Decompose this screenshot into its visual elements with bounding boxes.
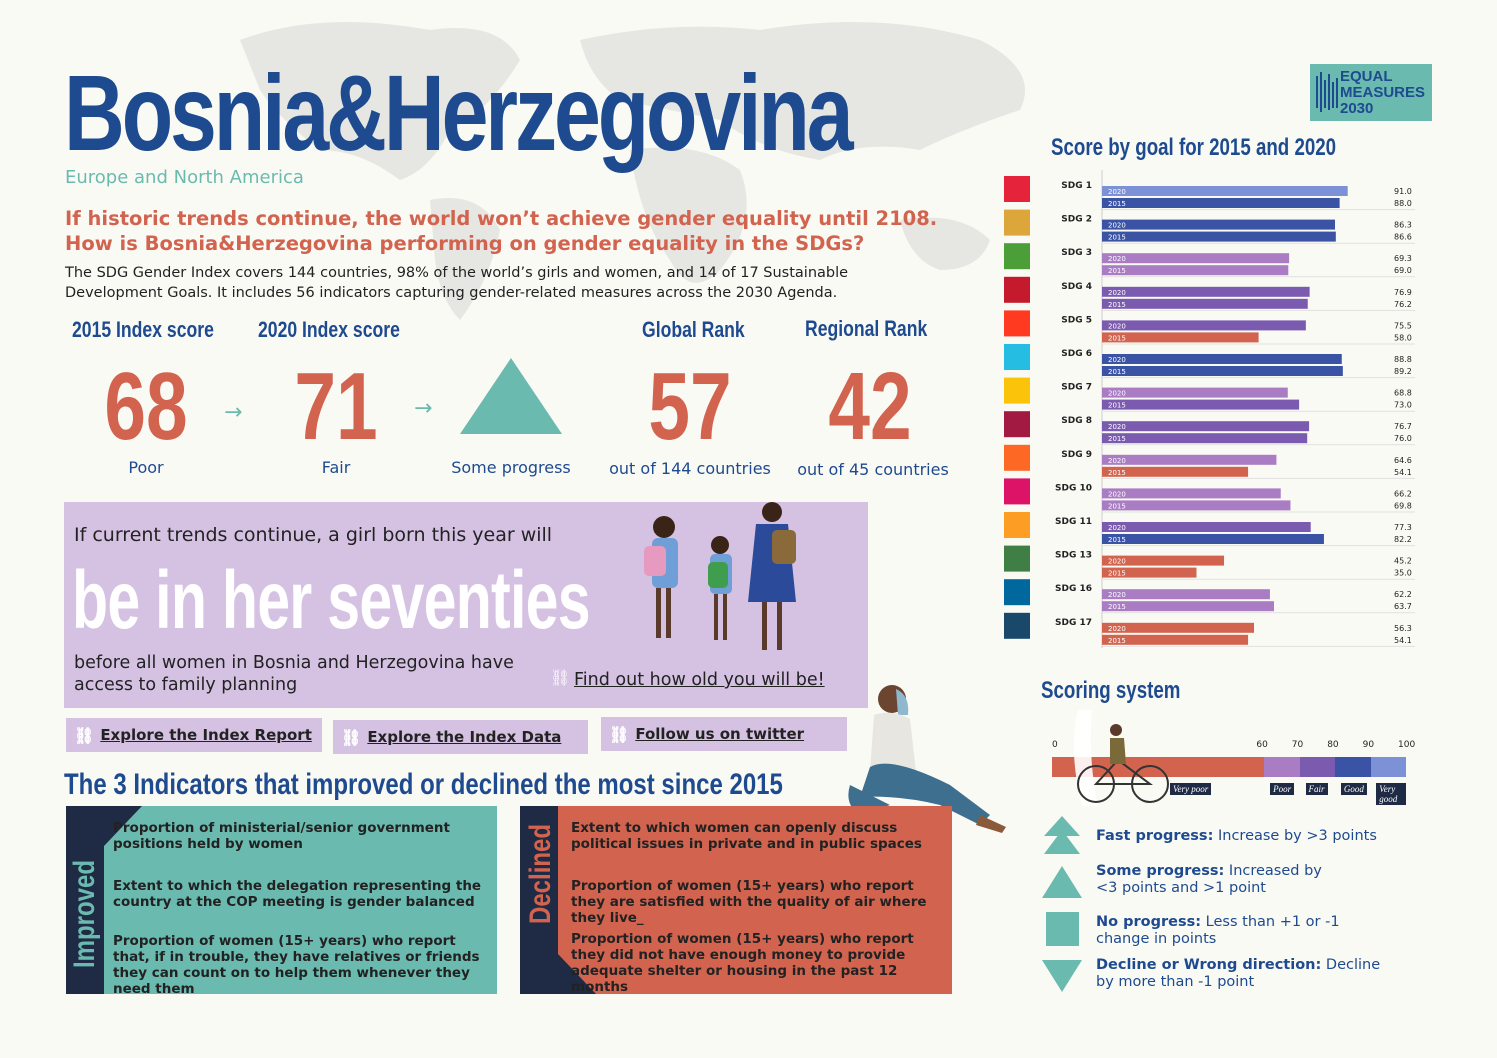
series-label: 2020	[1108, 591, 1126, 600]
arrow-right-icon: →	[414, 396, 433, 421]
bar-2015	[1102, 400, 1299, 410]
value-label: 56.3	[1394, 623, 1412, 633]
bar-2020	[1102, 421, 1309, 431]
improved-item-2: Extent to which the delegation representing the country at the COP meeting is gender balanced	[113, 878, 482, 910]
bar-2015	[1102, 601, 1274, 611]
logo-line-2: MEASURES	[1340, 84, 1426, 101]
scale-tick-label: 100	[1398, 740, 1416, 750]
value-label: 66.2	[1394, 489, 1412, 499]
intro-text	[65, 263, 945, 303]
value-label: 75.5	[1394, 321, 1412, 331]
series-label: 2020	[1108, 389, 1126, 398]
value-label: 73.0	[1394, 400, 1412, 410]
logo-text	[1340, 69, 1425, 117]
intro-line-2: Development Goals. It includes 56 indicators capturing gender-related measures across the 2030 Agenda.	[65, 285, 838, 301]
girl-box-intro: If current trends continue, a girl born this year will	[74, 524, 553, 546]
value-label: 62.2	[1394, 590, 1412, 600]
value-label: 54.1	[1394, 635, 1412, 645]
legend-decline: Decline or Wrong direction: Decline by more than -1 point	[1096, 957, 1381, 990]
bar-2015	[1102, 366, 1343, 376]
sdg-goal-icon	[1004, 411, 1030, 437]
value-label: 54.1	[1394, 467, 1412, 477]
category-label: SDG 17	[1055, 617, 1092, 628]
value-label: 88.8	[1394, 355, 1412, 364]
bar-2020	[1102, 253, 1289, 263]
value-label: 86.3	[1394, 220, 1412, 230]
sdg-goal-icon	[1004, 176, 1030, 202]
scale-tick-label: 0	[1052, 740, 1058, 750]
headline-line-1: If historic trends continue, the world won’t achieve gender equality until 2108.	[65, 207, 938, 230]
regional-rank-value: 42	[828, 353, 912, 460]
series-label: 2015	[1108, 536, 1126, 544]
bar-2015	[1102, 299, 1308, 309]
bar-2015	[1102, 232, 1336, 242]
category-label: SDG 13	[1055, 550, 1092, 561]
link-icon: ⛓	[550, 668, 571, 687]
series-label: 2020	[1108, 356, 1126, 364]
value-label: 63.7	[1394, 602, 1412, 612]
value-label: 91.0	[1394, 187, 1412, 196]
sdg-score-chart	[1000, 170, 1420, 652]
category-label: SDG 4	[1061, 281, 1092, 292]
series-label: 2015	[1108, 233, 1126, 242]
scale-band-label: Fair	[1306, 783, 1328, 795]
series-label: 2015	[1108, 401, 1126, 410]
bar-2015	[1102, 534, 1324, 544]
girl-box-outro: before all women in Bosnia and Herzegovina have access to family planning	[74, 653, 514, 695]
arrow-right-icon: →	[224, 400, 243, 425]
bar-2020	[1102, 522, 1311, 532]
sdg-goal-icon	[1004, 344, 1030, 370]
value-label: 76.9	[1394, 287, 1412, 297]
headline	[65, 206, 945, 256]
value-label: 68.8	[1394, 388, 1412, 398]
bar-2020	[1102, 186, 1348, 196]
scale-band	[1371, 757, 1406, 777]
score-2020-value: 71	[294, 353, 378, 460]
scale-band	[1335, 757, 1370, 777]
bar-2015	[1102, 265, 1288, 275]
value-label: 35.0	[1394, 568, 1412, 578]
sdg-goal-icon	[1004, 579, 1030, 605]
sdg-goal-icon	[1004, 210, 1030, 236]
series-label: 2015	[1108, 468, 1126, 477]
bar-2020	[1102, 354, 1342, 364]
scale-tick-label: 60	[1256, 740, 1268, 750]
series-label: 2020	[1108, 624, 1126, 633]
chart-title: Score by goal for 2015 and 2020	[1051, 134, 1337, 161]
progress-label: Some progress	[451, 458, 571, 477]
declined-item-1: Extent to which women can openly discuss political issues in private and in public spaces	[571, 820, 922, 852]
sdg-goal-icon	[1004, 310, 1030, 336]
value-label: 76.7	[1394, 422, 1412, 432]
series-label: 2020	[1108, 221, 1126, 230]
series-label: 2020	[1108, 423, 1126, 432]
square-icon	[1042, 910, 1082, 950]
series-label: 2015	[1108, 300, 1126, 309]
category-label: SDG 1	[1061, 181, 1092, 191]
bar-2020	[1102, 455, 1276, 465]
bar-2020	[1102, 287, 1310, 297]
legend-no-progress: No progress: Less than +1 or -1 change in points	[1096, 914, 1340, 947]
sdg-goal-icon	[1004, 243, 1030, 269]
explore-data-label: Explore the Index Data	[367, 728, 562, 746]
scoring-title: Scoring system	[1041, 677, 1181, 704]
scale-band	[1300, 757, 1335, 777]
category-label: SDG 2	[1061, 214, 1092, 225]
explore-report-label: Explore the Index Report	[100, 726, 312, 744]
scale-tick-label: 80	[1327, 740, 1339, 750]
sdg-goal-icon	[1004, 445, 1030, 471]
triangle-down-icon	[1042, 956, 1082, 996]
series-label: 2015	[1108, 569, 1126, 578]
series-label: 2015	[1108, 435, 1126, 444]
value-label: 69.0	[1394, 266, 1412, 276]
scale-band-label: Good	[1341, 783, 1367, 795]
triangle-up-icon	[458, 356, 564, 436]
sdg-goal-icon	[1004, 546, 1030, 572]
series-label: 2015	[1108, 636, 1126, 645]
series-label: 2020	[1108, 288, 1126, 297]
series-label: 2015	[1108, 200, 1126, 208]
declined-item-3: Proportion of women (15+ years) who report they did not have enough money to provide adequate shelter or housing in the past 12 months	[571, 931, 914, 995]
value-label: 88.0	[1394, 199, 1412, 208]
series-label: 2020	[1108, 322, 1126, 331]
series-label: 2020	[1108, 255, 1126, 264]
scale-band-label: Very good	[1376, 783, 1406, 805]
global-rank-sub: out of 144 countries	[609, 459, 771, 478]
global-rank-label: Global Rank	[642, 317, 745, 342]
category-label: SDG 7	[1061, 382, 1092, 393]
sdg-goal-icon	[1004, 378, 1030, 404]
category-label: SDG 5	[1061, 315, 1092, 326]
value-label: 82.2	[1394, 535, 1412, 544]
series-label: 2020	[1108, 490, 1126, 499]
score-2015-value: 68	[104, 353, 188, 460]
improved-item-3: Proportion of women (15+ years) who report that, if in trouble, they have relatives or friends they can count on to help them whenever they need them	[113, 933, 480, 997]
triangle-up-icon	[1042, 862, 1082, 902]
indicators-title: The 3 Indicators that improved or declined the most since 2015	[64, 768, 783, 801]
score-2020-label: 2020 Index score	[258, 317, 400, 342]
sdg-goal-icon	[1004, 512, 1030, 538]
bar-2020	[1102, 488, 1281, 498]
regional-rank-sub: out of 45 countries	[797, 460, 949, 479]
page-title: Bosnia&Herzegovina	[64, 52, 851, 173]
bar-2015	[1102, 433, 1307, 443]
scale-tick-label: 90	[1362, 740, 1375, 750]
bar-2020	[1102, 388, 1288, 398]
series-label: 2020	[1108, 557, 1126, 566]
find-age-link[interactable]: Find out how old you will be!	[574, 670, 825, 690]
category-label: SDG 8	[1061, 416, 1092, 427]
bar-2020	[1102, 320, 1306, 330]
follow-twitter-button[interactable]	[601, 717, 847, 751]
value-label: 77.3	[1394, 523, 1412, 532]
scale-tick-label: 70	[1291, 740, 1304, 750]
value-label: 58.0	[1394, 333, 1412, 343]
legend-some-progress: Some progress: Increased by <3 points and >1 point	[1096, 863, 1322, 896]
double-triangle-up-icon	[1042, 816, 1082, 856]
scale-band-label: Poor	[1270, 783, 1294, 795]
link-icon: ⛓	[74, 725, 95, 745]
sdg-goal-icon	[1004, 478, 1030, 504]
category-label: SDG 16	[1055, 584, 1092, 595]
scale-band	[1264, 757, 1299, 777]
girl-born-panel	[64, 502, 868, 708]
region-label: Europe and North America	[65, 167, 304, 188]
category-label: SDG 9	[1061, 449, 1092, 460]
value-label: 76.2	[1394, 299, 1412, 309]
series-label: 2015	[1108, 603, 1126, 612]
equal-measures-logo[interactable]	[1310, 64, 1432, 121]
series-label: 2020	[1108, 188, 1126, 196]
category-label: SDG 3	[1061, 248, 1092, 259]
series-label: 2015	[1108, 267, 1126, 276]
schoolgirls-illustration	[632, 502, 812, 660]
bar-2015	[1102, 198, 1340, 208]
logo-line-3: 2030	[1340, 100, 1374, 117]
improved-item-1: Proportion of ministerial/senior government positions held by women	[113, 820, 450, 852]
logo-bars-icon	[1316, 72, 1338, 112]
logo-line-1: EQUAL	[1340, 68, 1393, 85]
link-icon: ⛓	[609, 724, 630, 744]
bar-2020	[1102, 220, 1335, 230]
cyclist-illustration	[1068, 710, 1172, 806]
series-label: 2020	[1108, 456, 1126, 465]
girl-box-highlight: be in her seventies	[72, 555, 590, 646]
series-label: 2020	[1108, 524, 1126, 532]
value-label: 64.6	[1394, 455, 1412, 465]
value-label: 69.3	[1394, 254, 1412, 264]
explore-report-button[interactable]	[66, 718, 322, 752]
regional-rank-label: Regional Rank	[805, 316, 928, 341]
series-label: 2015	[1108, 502, 1126, 511]
improved-panel	[66, 806, 497, 997]
category-label: SDG 10	[1055, 483, 1092, 494]
series-label: 2015	[1108, 368, 1126, 376]
intro-line-1: The SDG Gender Index covers 144 countries, 98% of the world’s girls and women, and 14 of 17 Sustainable	[65, 265, 849, 281]
score-2015-label: 2015 Index score	[72, 317, 214, 342]
category-label: SDG 6	[1061, 349, 1092, 359]
follow-twitter-label: Follow us on twitter	[635, 725, 805, 743]
score-2020-band: Fair	[321, 458, 351, 477]
value-label: 69.8	[1394, 501, 1412, 511]
value-label: 86.6	[1394, 232, 1412, 242]
declined-item-2: Proportion of women (15+ years) who report they are satisfied with the quality of air where they live_	[571, 878, 927, 926]
score-2015-band: Poor	[128, 458, 164, 477]
declined-panel	[520, 806, 952, 994]
explore-data-button[interactable]	[333, 720, 588, 754]
series-label: 2015	[1108, 334, 1126, 343]
sdg-goal-icon	[1004, 613, 1030, 639]
sdg-goal-icon	[1004, 277, 1030, 303]
scale-band-label: Very poor	[1170, 783, 1211, 795]
bar-2020	[1102, 589, 1270, 599]
category-label: SDG 11	[1055, 517, 1092, 527]
legend-fast-progress: Fast progress: Increase by >3 points	[1096, 828, 1377, 844]
value-label: 45.2	[1394, 556, 1412, 566]
global-rank-value: 57	[648, 353, 732, 460]
link-icon: ⛓	[341, 727, 362, 747]
value-label: 76.0	[1394, 434, 1412, 444]
improved-label: Improved	[68, 859, 101, 968]
value-label: 89.2	[1394, 367, 1412, 376]
bar-2015	[1102, 500, 1290, 510]
headline-line-2: How is Bosnia&Herzegovina performing on gender equality in the SDGs?	[65, 232, 865, 255]
declined-label: Declined	[524, 823, 557, 924]
